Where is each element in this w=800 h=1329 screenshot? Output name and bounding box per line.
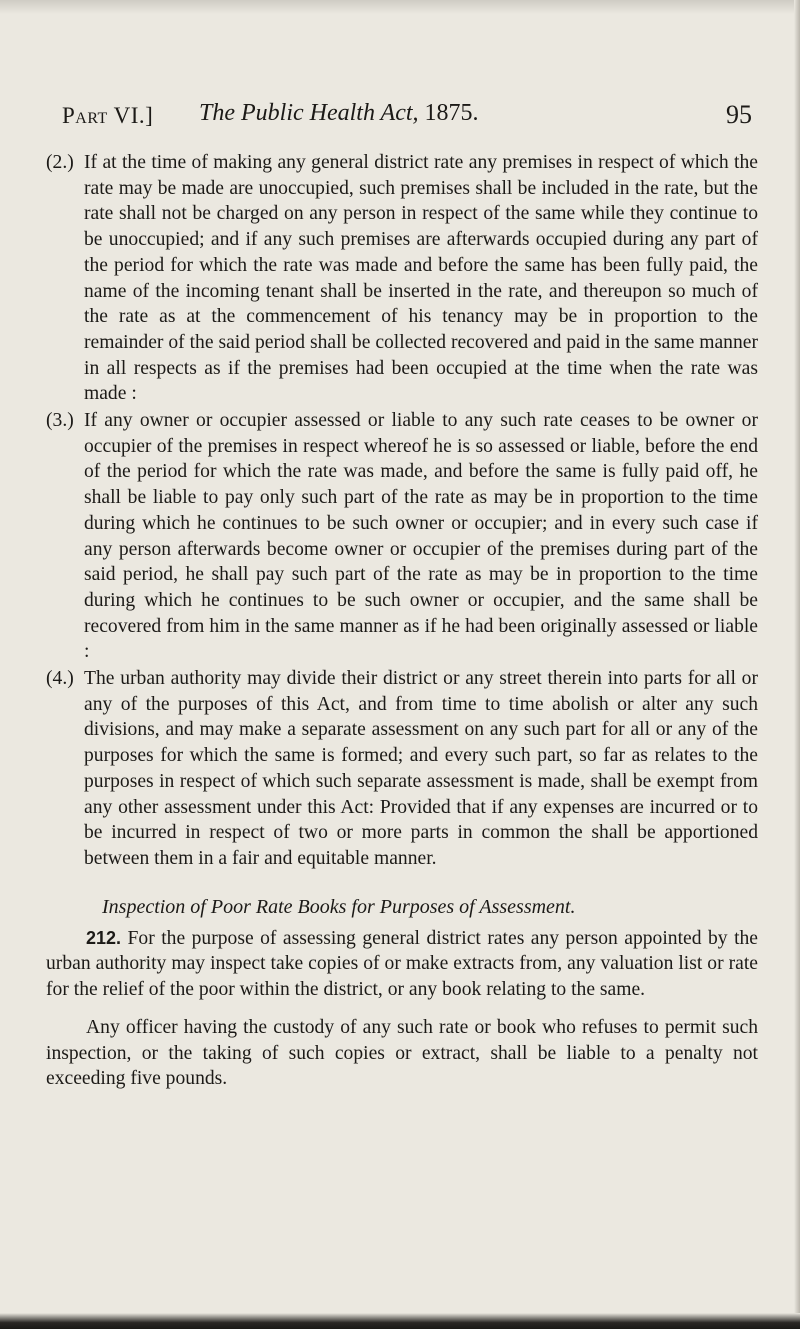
act-title-text: The Public Health Act, (199, 100, 419, 126)
section-number: 212. (86, 927, 122, 948)
clause-text: The urban authority may divide their district or any street therein into parts for all or any of the purposes of this Act, and from time to time abolish or alter any such divisions, and may make a separate assessment on any such part for all or any of the purposes for which the same is formed; and every such part, so far as relates to the purposes in respect of which such separate assessment is made, shall be exempt from any other assessment under this Act: Provided that if any expenses are incurred or to be incurred in respect of two or more parts in common the shall be apportioned between them in a fair and equitable manner. (84, 668, 758, 869)
part-label: Part VI.] (62, 103, 154, 128)
clause-number: (2.) (46, 152, 74, 173)
act-year: 1875. (424, 100, 479, 126)
scan-edge-top (0, 0, 800, 14)
section-paragraph-text: For the purpose of assessing general district rates any person appointed by the urban authority may inspect take copies of or make extracts from, any valuation list or rate for the relief of the poor within the district, or any book relating to the same. (46, 927, 759, 1001)
clause-number: (4.) (46, 668, 74, 690)
scan-edge-right (794, 0, 800, 1329)
clause-3 (46, 408, 758, 665)
section-paragraph-2: Any officer having the custody of any such rate or book who refuses to permit such inspection, or the taking of such copies or extract, shall be liable to a penalty not exceeding five pounds. (46, 1016, 758, 1090)
section-paragraph (46, 926, 758, 1003)
page-number: 95 (726, 100, 752, 129)
page-body (46, 150, 758, 1092)
scan-edge-bottom (0, 1313, 800, 1329)
clause-text: If at the time of making any general district rate any premises in respect of which the rate may be made are unoccupied, such premises shall be included in the rate, but the rate shall not be charged on any person in respect of the same while they continue to be unoccupied; and if any such premises are afterwards occupied during any part of the period for which the rate was made and before the same has been fully paid, the name of the incoming tenant shall be inserted in the rate, and thereupon so much of the rate as at the commencement of his tenancy may be in proportion to the remainder of the said period shall be collected recovered and paid in the same manner in all respects as if the premises had been occupied at the time when the rate was made : (84, 152, 758, 405)
clause-4 (46, 666, 758, 872)
act-title (199, 100, 479, 127)
section-heading: Inspection of Poor Rate Books for Purposes of Assessment. (102, 895, 576, 918)
clause-2 (46, 150, 758, 407)
running-header (62, 100, 762, 132)
clause-number: (3.) (46, 410, 74, 432)
clause-text: If any owner or occupier assessed or liable to any such rate ceases to be owner or occupier of the premises in respect whereof he is so assessed or liable, before the end of the period for which the rate was made, and before the same is fully paid off, he shall be liable to pay only such part of the rate as may be in proportion to the time during which he continues to be such owner or occupier; and in every such case if any person afterwards become owner or occupier of the premises during part of the said period, he shall pay such part of the rate as may be in proportion to the time during which he continues to be such owner or occupier, and the same shall be recovered from him in the same manner as if he had been originally assessed or liable : (84, 410, 758, 663)
